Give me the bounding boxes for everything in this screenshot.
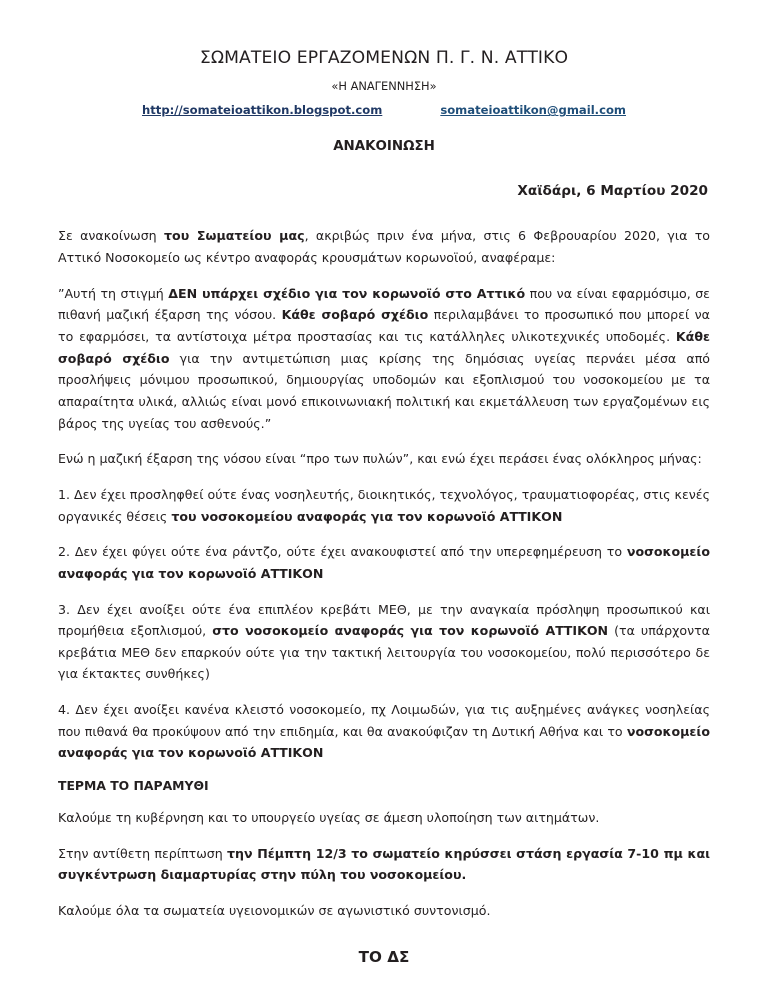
email-link[interactable]: somateioattikon@gmail.com (440, 103, 626, 118)
item1-pre: 1. Δεν έχει προσληφθεί ούτε ένας νοσηλευτής, διοικητικός, τεχνολόγος, τραυματιοφορέας, στις κενές οργανικές θέσεις (58, 486, 710, 524)
item3-post: (τα υπάρχοντα κρεβάτια ΜΕΘ δεν επαρκούν ούτε για την τακτική λειτουργία του νοσοκομείου, πολύ περισσότερο δε για έκτακτες συνθήκες) (58, 623, 710, 682)
item3-bold: στο νοσοκομείο αναφοράς για τον κορωνοϊό ΑΤΤΙΚΟΝ (212, 623, 609, 639)
strike-announcement-paragraph (58, 843, 710, 886)
item1-bold: του νοσοκομείου αναφοράς για τον κορωνοϊό ΑΤΤΙΚΟΝ (171, 508, 563, 524)
grievance-item-2 (58, 541, 710, 584)
intro-bold: του Σωματείου μας (164, 228, 305, 244)
document-body (58, 199, 710, 965)
call-to-government-paragraph: Καλούμε τη κυβέρνηση και το υπουργείο υγείας σε άμεση υλοποίηση των αιτημάτων. (58, 810, 600, 826)
item2-bold: νοσοκομείο αναφοράς για τον κορωνοϊό ΑΤΤΙΚΟΝ (58, 544, 710, 581)
strike-bold: την Πέμπτη 12/3 το σωματείο κηρύσσει στάση εργασία 7-10 πμ και συγκέντρωση διαμαρτυρίας στην πύλη του νοσοκομείου. (58, 845, 710, 883)
quote-bold1: ΔΕΝ υπάρχει σχέδιο για τον κορωνοϊό στο Αττικό (168, 285, 526, 301)
item4-pre: 4. Δεν έχει ανοίξει κανένα κλειστό νοσοκομείο, πχ Λοιμωδών, για τις αυξημένες ανάγκες νοσηλείας που πιθανά θα προκύψουν από την επιδημία, και θα ανακούφιζαν τη Δυτική Αθήνα και το (58, 702, 710, 739)
item3-pre: 3. Δεν έχει ανοίξει ούτε ένα επιπλέον κρεβάτι ΜΕΘ, με την αναγκαία πρόσληψη προσωπικού και προμήθεια εξοπλισμού, (58, 601, 710, 639)
intro-post: , ακριβώς πριν ένα μήνα, στις 6 Φεβρουαρίου 2020, για το Αττικό Νοσοκομείο ως κέντρο αναφοράς κρουσμάτων κορωνοϊού, αναφέραμε: (58, 228, 711, 265)
contact-links-row (58, 93, 710, 117)
item2-pre: 2. Δεν έχει φύγει ούτε ένα ράντζο, ούτε έχει ανακουφιστεί από την υπερεφημέρευση το (58, 544, 627, 560)
slogan-line: ΤΕΡΜΑ ΤΟ ΠΑΡΑΜΥΘΙ (58, 778, 209, 794)
quote-bold2: Κάθε σοβαρό σχέδιο (281, 307, 429, 323)
quote-seg3: περιλαμβάνει το προσωπικό που μπορεί να το εφαρμόσει, τα αντίστοιχα μέτρα προστασίας και τις κατάλληλες υλικοτεχνικές υποδομές. (58, 307, 710, 344)
bridge-paragraph: Ενώ η μαζική έξαρση της νόσου είναι “προ των πυλών”, και ενώ έχει περάσει ένας ολόκληρος μήνας: (58, 451, 702, 467)
document-type-heading: ΑΝΑΚΟΙΝΩΣΗ (333, 139, 435, 155)
intro-paragraph (58, 225, 710, 268)
quote-seg4: για την αντιμετώπιση μιας κρίσης της δημόσιας υγείας περνάει μέσα από προσλήψεις μόνιμου προσωπικού, δημιουργίας υποδομών και εξοπλισμού του νοσοκομείου με τα απαραίτητα υλικά, αλλιώς είναι μονό επικοινωνιακή πολιτική και εκμετάλλευση των εργαζομένων εις βάρος της υγείας του ασθενούς.” (58, 350, 710, 431)
place-and-date: Χαϊδάρι, 6 Μαρτίου 2020 (517, 183, 708, 200)
item4-bold: νοσοκομείο αναφοράς για τον κορωνοϊό ΑΤΤΙΚΟΝ (58, 723, 710, 761)
call-to-unions-paragraph: Καλούμε όλα τα σωματεία υγειονομικών σε αγωνιστικό συντονισμό. (58, 903, 491, 919)
organization-title: ΣΩΜΑΤΕΙΟ ΕΡΓΑΖΟΜΕΝΩΝ Π. Γ. Ν. ΑΤΤΙΚΟ (199, 48, 569, 68)
strike-pre: Στην αντίθετη περίπτωση (58, 845, 227, 861)
quote-seg2: που να είναι εφαρμόσιμο, σε πιθανή μαζική έξαρση της νόσου. (58, 285, 710, 323)
blog-url-link[interactable]: http://somateioattikon.blogspot.com (141, 103, 383, 118)
quoted-statement-paragraph (58, 283, 710, 435)
signature-line: ΤΟ ΔΣ (358, 947, 410, 966)
grievance-item-1 (58, 484, 710, 527)
intro-pre: Σε ανακοίνωση (58, 228, 164, 244)
grievance-item-4 (58, 699, 710, 764)
quote-seg1: ”Αυτή τη στιγμή (58, 285, 169, 301)
quote-bold3: Κάθε σοβαρό σχέδιο (58, 328, 710, 366)
organization-motto: «Η ΑΝΑΓΕΝΝΗΣΗ» (331, 78, 437, 93)
grievance-item-3 (58, 599, 710, 686)
